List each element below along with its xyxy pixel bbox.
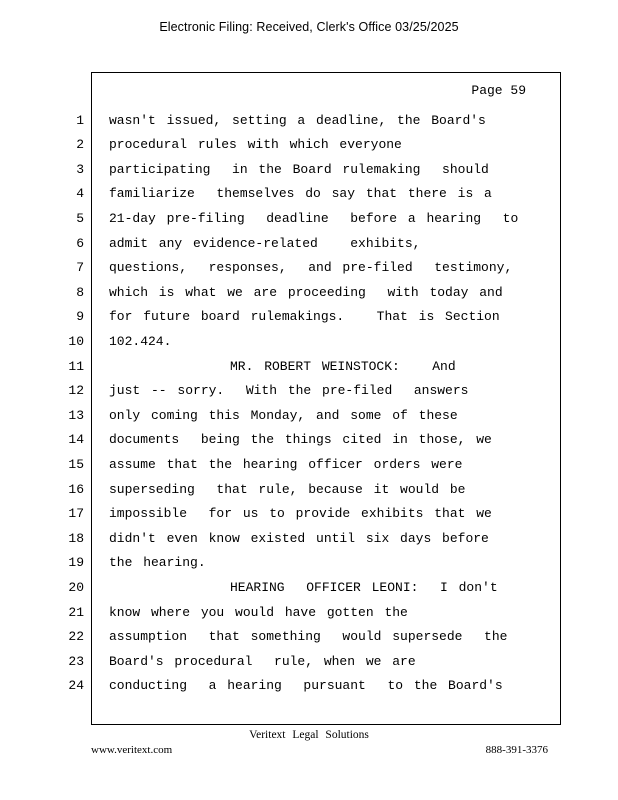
line-number: 11 (68, 358, 84, 374)
transcript-line-text: 21-day pre-filing deadline before a hearing to (109, 210, 519, 226)
page-number: Page 59 (471, 83, 526, 98)
transcript-line-text: documents being the things cited in those, we (109, 432, 492, 448)
line-number: 12 (68, 383, 84, 399)
footer-company: Veritext Legal Solutions (249, 729, 369, 741)
transcript-line-text: wasn't issued, setting a deadline, the Board's (109, 112, 486, 128)
line-number: 1 (76, 112, 84, 128)
transcript-line-text: impossible for us to provide exhibits that we (109, 506, 492, 522)
transcript-line-text: the hearing. (109, 555, 206, 571)
transcript-line-text: didn't even know existed until six days before (109, 530, 489, 546)
transcript-line-text: assumption that something would supersede the (109, 629, 508, 645)
transcript-line-text: HEARING OFFICER LEONI: I don't (230, 579, 498, 595)
transcript-line-text: only coming this Monday, and some of these (109, 407, 458, 423)
line-number: 4 (76, 186, 84, 202)
line-number: 21 (68, 604, 84, 620)
line-number: 18 (68, 530, 84, 546)
line-number: 5 (76, 210, 84, 226)
line-number: 15 (68, 456, 84, 472)
line-number: 6 (76, 235, 84, 251)
line-number: 24 (68, 678, 84, 694)
line-number: 22 (68, 629, 84, 645)
transcript-line-text: questions, responses, and pre-filed testimony, (109, 260, 513, 276)
footer-phone: 888-391-3376 (485, 744, 548, 756)
line-number: 14 (68, 432, 84, 448)
line-number: 8 (76, 284, 84, 300)
transcript-line-text: admit any evidence-related exhibits, (109, 235, 421, 251)
line-number: 3 (76, 161, 84, 177)
transcript-line-text: MR. ROBERT WEINSTOCK: And (230, 358, 456, 374)
line-number: 2 (76, 137, 84, 153)
line-number: 7 (76, 260, 84, 276)
transcript-line-text: Board's procedural rule, when we are (109, 653, 416, 669)
line-number: 13 (68, 407, 84, 423)
line-number: 17 (68, 506, 84, 522)
line-number: 19 (68, 555, 84, 571)
transcript-line-text: superseding that rule, because it would be (109, 481, 466, 497)
filing-header: Electronic Filing: Received, Clerk's Office 03/25/2025 (159, 20, 459, 34)
line-number: 9 (76, 309, 84, 325)
transcript-line-text: assume that the hearing officer orders were (109, 456, 463, 472)
line-number: 20 (68, 579, 84, 595)
transcript-line-text: familiarize themselves do say that there is a (109, 186, 492, 202)
transcript-line-text: participating in the Board rulemaking should (109, 161, 489, 177)
line-number: 23 (68, 653, 84, 669)
transcript-line-text: 102.424. (109, 333, 172, 349)
transcript-line-text: which is what we are proceeding with today and (109, 284, 503, 300)
transcript-line-text: procedural rules with which everyone (109, 137, 402, 153)
line-number: 10 (68, 333, 84, 349)
transcript-line-text: for future board rulemakings. That is Section (109, 309, 500, 325)
footer-website: www.veritext.com (91, 744, 173, 756)
line-number: 16 (68, 481, 84, 497)
transcript-line-text: conducting a hearing pursuant to the Board's (109, 678, 503, 694)
transcript-line-text: know where you would have gotten the (109, 604, 408, 620)
transcript-line-text: just -- sorry. With the pre-filed answers (109, 383, 469, 399)
